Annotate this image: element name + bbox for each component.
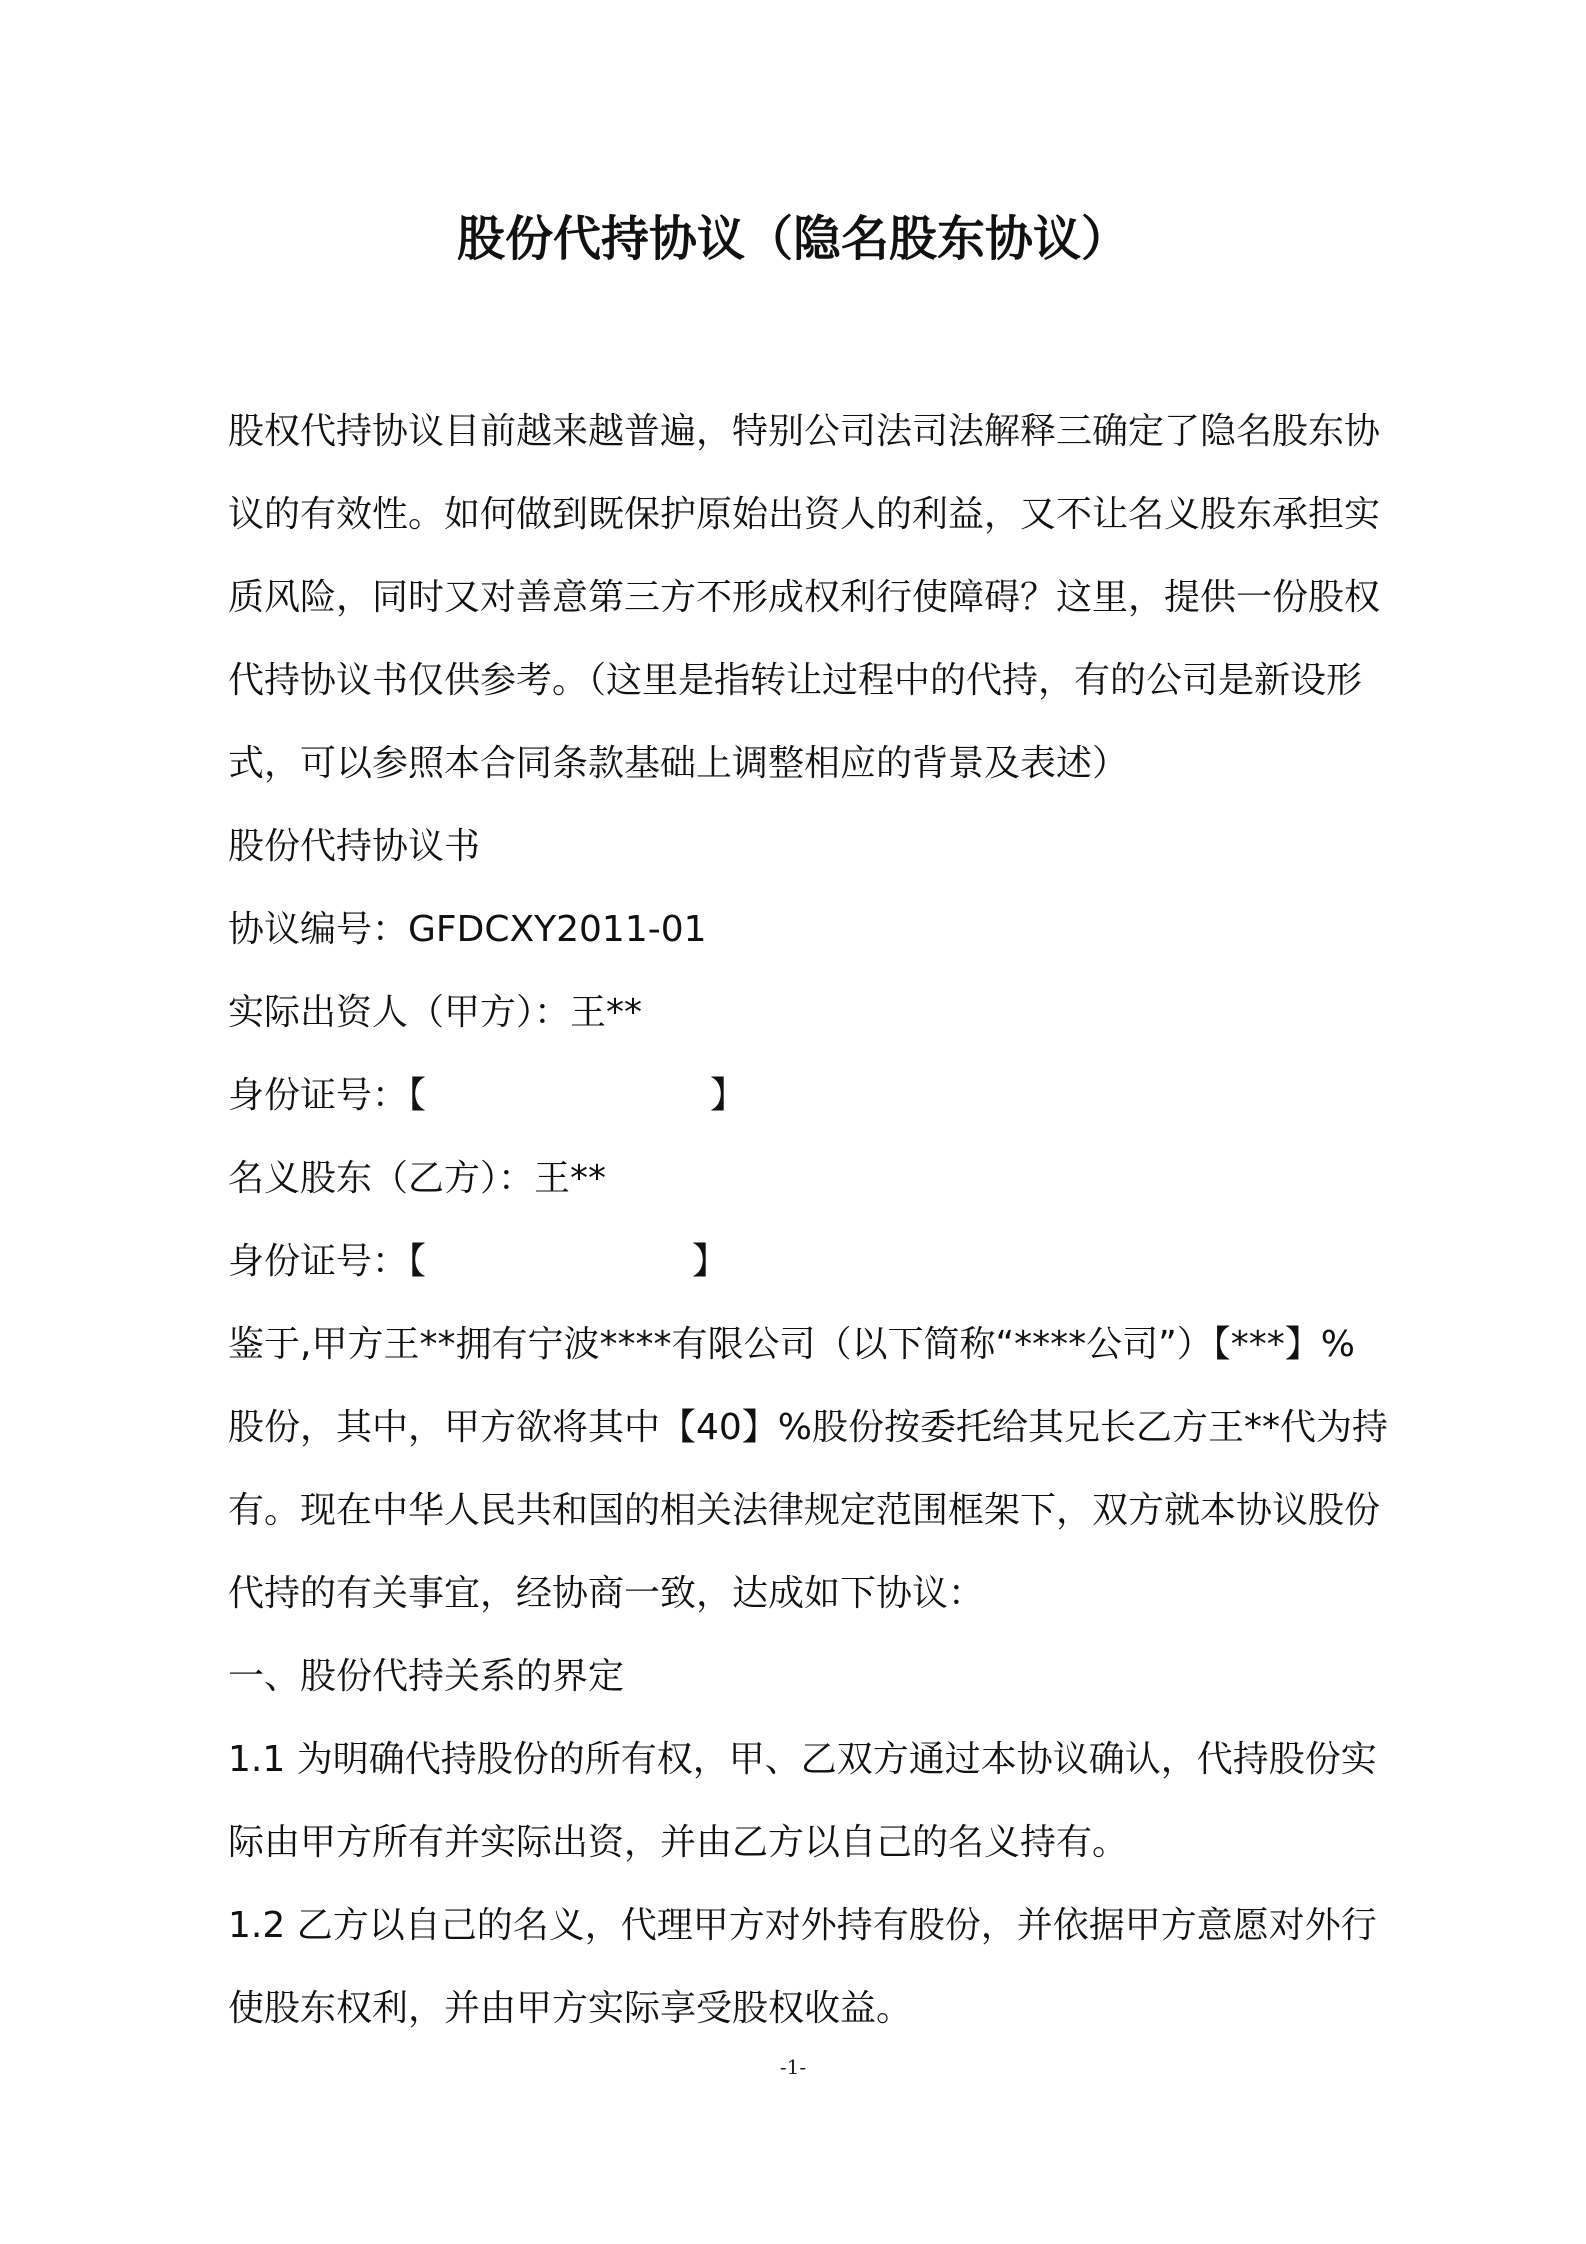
id-label: 身份证号：【 [228, 1075, 427, 1116]
intro-line-5: 式，可以参照本合同条款基础上调整相应的背景及表述） [228, 743, 1129, 784]
agreement-number: 协议编号：GFDCXY2011-01 [228, 909, 707, 950]
party-b-line: 名义股东（乙方）：王** [228, 1158, 607, 1199]
page-number: -1- [779, 2055, 807, 2079]
recital-line-3: 有。现在中华人民共和国的相关法律规定范围框架下，双方就本协议股份 [228, 1490, 1381, 1531]
recital-line-1: 鉴于,甲方王**拥有宁波****有限公司（以下简称“****公司”）【***】% [228, 1324, 1355, 1365]
document-title: 股份代持协议（隐名股东协议） [456, 211, 1129, 267]
id-close-bracket: 】 [710, 1075, 747, 1116]
party-b-id-line [228, 1220, 1458, 1303]
section-heading-1: 一、股份代持关系的界定 [228, 1656, 625, 1697]
intro-line-4: 代持协议书仅供参考。（这里是指转让过程中的代持，有的公司是新设形 [228, 660, 1363, 701]
recital-line-2: 股份，其中，甲方欲将其中【40】%股份按委托给其兄长乙方王**代为持 [228, 1407, 1389, 1448]
id-label: 身份证号：【 [228, 1241, 427, 1282]
clause-1-1-line-1: 1.1 为明确代持股份的所有权，甲、乙双方通过本协议确认，代持股份实 [228, 1739, 1377, 1780]
recital-line-4: 代持的有关事宜，经协商一致，达成如下协议： [228, 1573, 985, 1614]
intro-line-3: 质风险，同时又对善意第三方不形成权利行使障碍？这里，提供一份股权 [228, 577, 1381, 618]
clause-1-2-line-2: 使股东权利，并由甲方实际享受股权收益。 [228, 1988, 913, 2029]
agreement-heading: 股份代持协议书 [228, 826, 481, 867]
clause-1-2-line-1: 1.2 乙方以自己的名义，代理甲方对外持有股份，并依据甲方意愿对外行 [228, 1905, 1377, 1946]
intro-line-2: 议的有效性。如何做到既保护原始出资人的利益，又不让名义股东承担实 [228, 494, 1381, 535]
clause-1-1-line-2: 际由甲方所有并实际出资，并由乙方以自己的名义持有。 [228, 1822, 1129, 1863]
party-a-line: 实际出资人（甲方）：王** [228, 992, 643, 1033]
document-body [228, 390, 1458, 2050]
party-a-id-line [228, 1054, 1458, 1137]
intro-line-1: 股权代持协议目前越来越普遍，特别公司法司法解释三确定了隐名股东协 [228, 411, 1381, 452]
id-close-bracket: 】 [692, 1241, 729, 1282]
